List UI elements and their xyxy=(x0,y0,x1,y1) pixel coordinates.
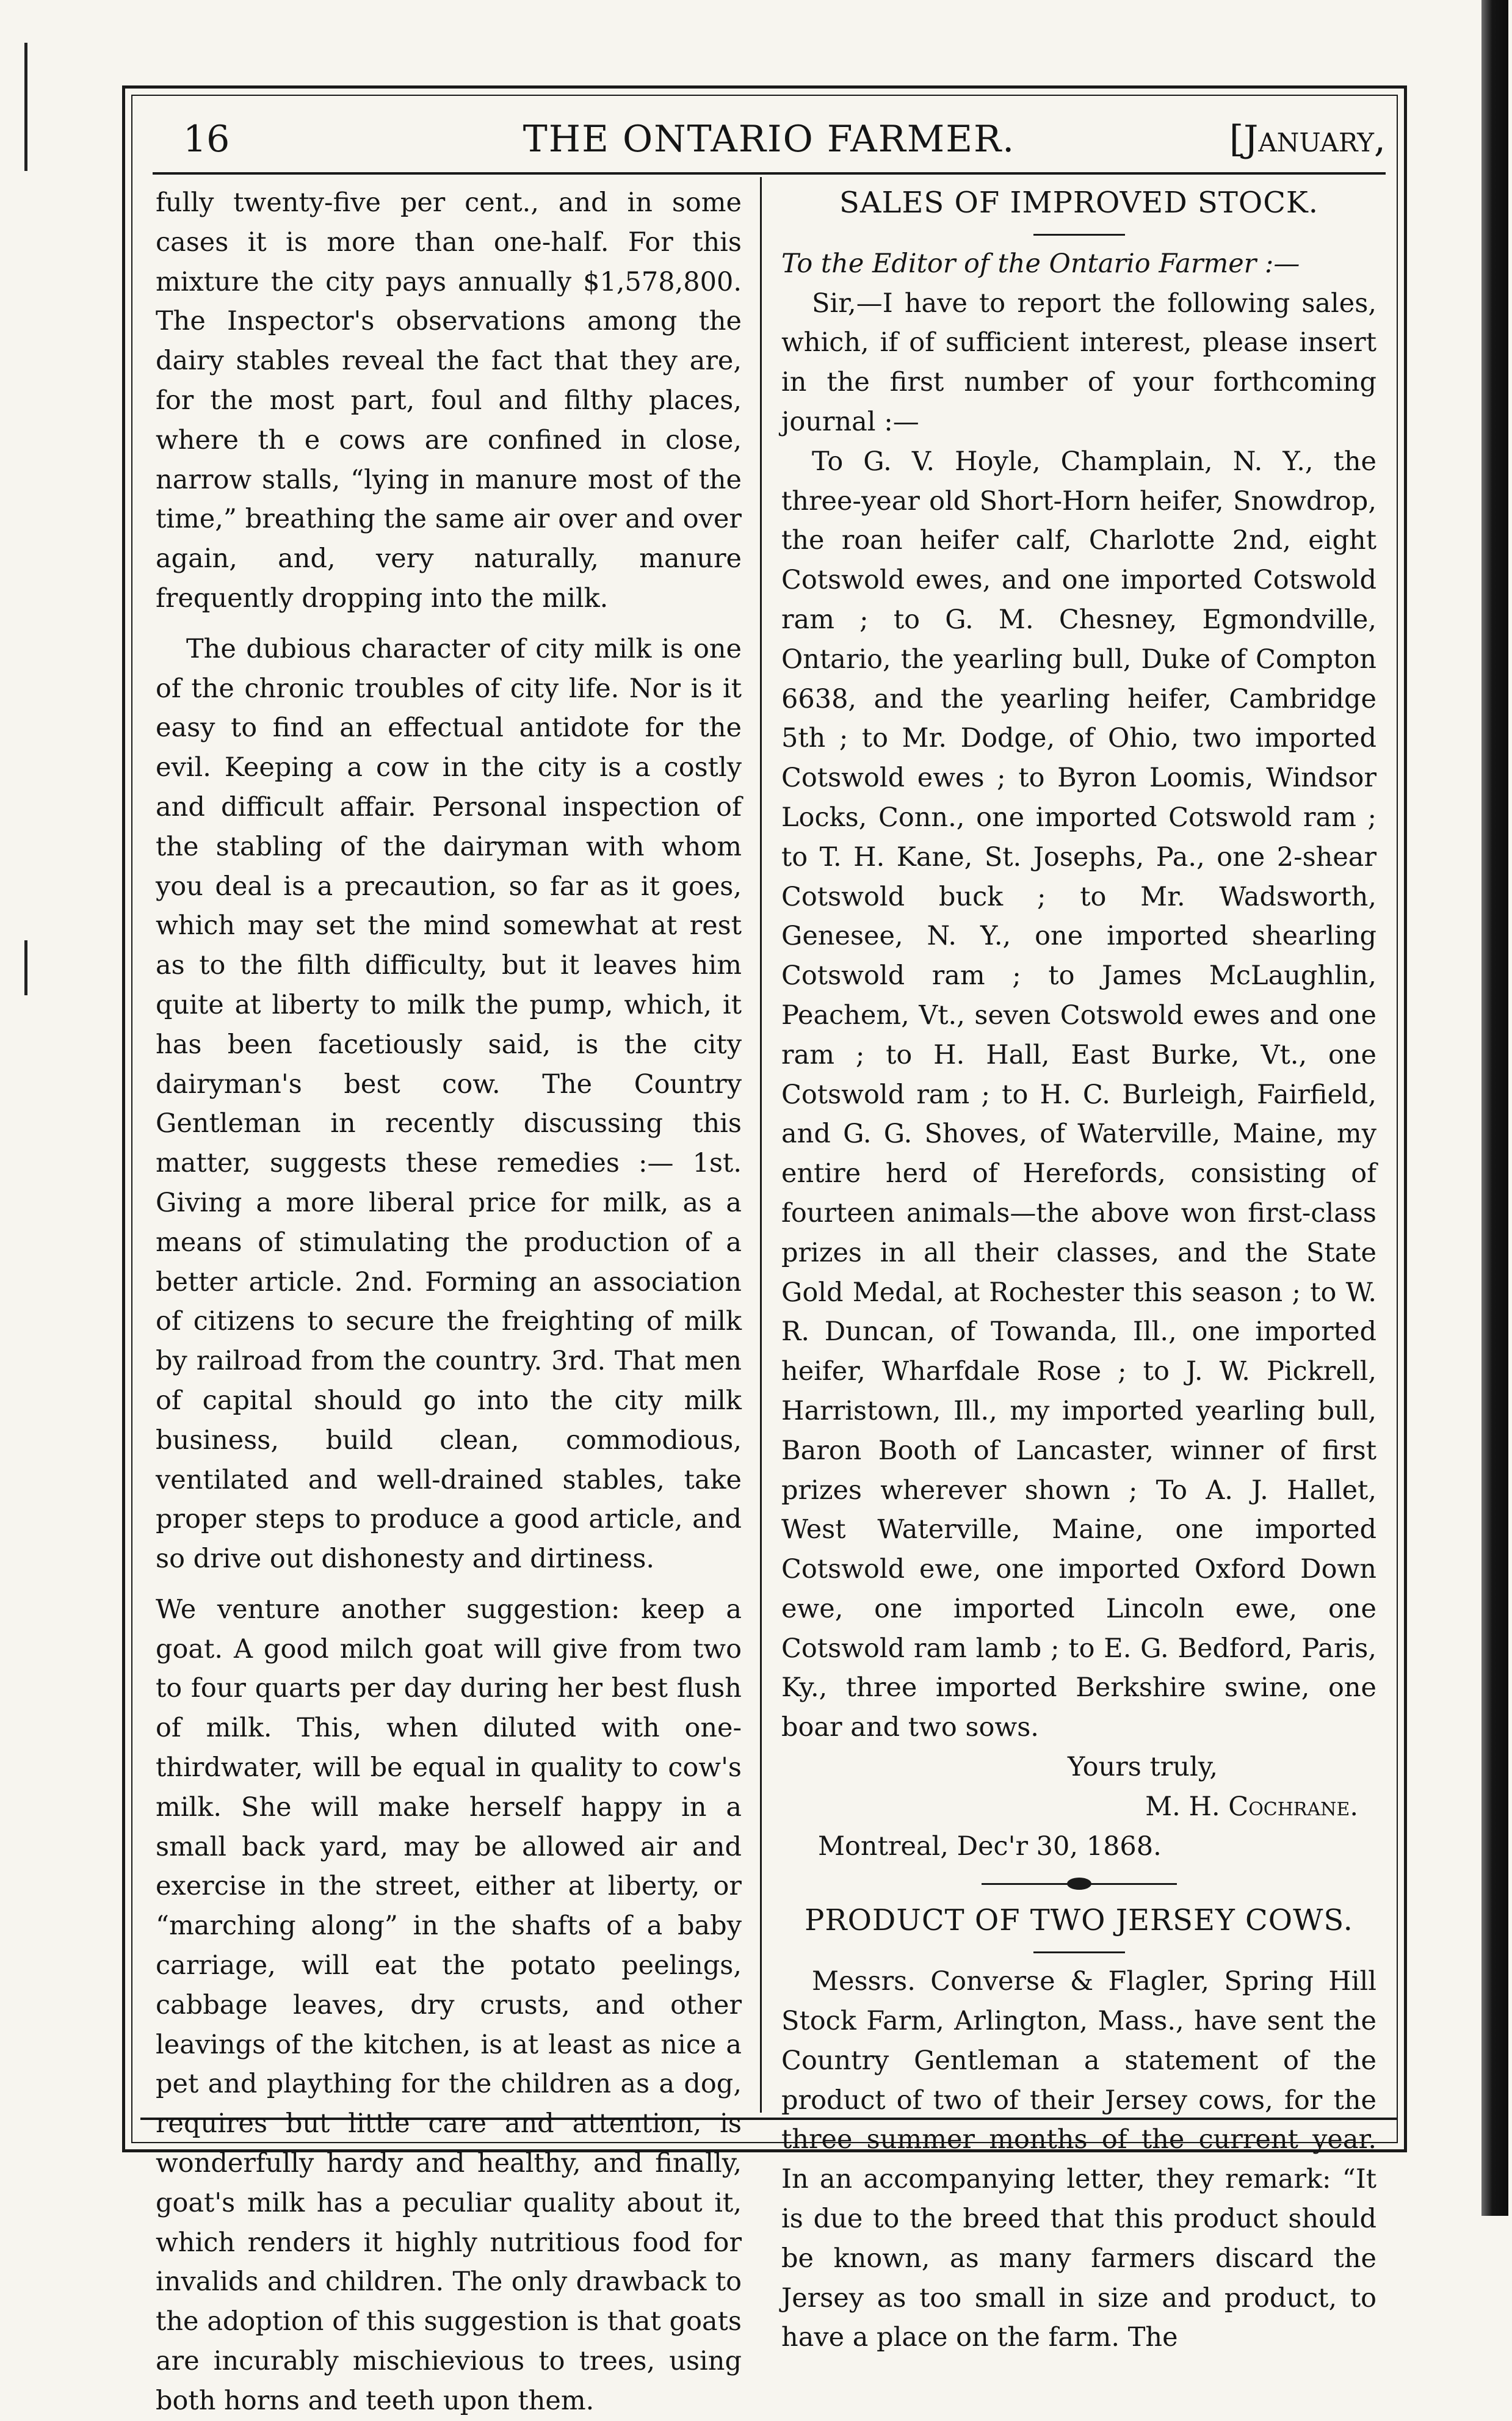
jersey-heading: PRODUCT OF TWO JERSEY COWS. xyxy=(805,1903,1353,1938)
journal-title: THE ONTARIO FARMER. xyxy=(523,118,1016,161)
sales-list: To G. V. Hoyle, Champlain, N. Y., the three-year old Short-Horn heifer, Snowdrop, the roan heifer calf, Charlotte 2nd, eight Cotswold ewes, and one imported Cotswold ram ; to G. M. Chesney, Egmondville, Ontario, the yearling bull, Duke of Compton 6638, and the yearling heifer, Cambridge 5th ; to Mr. Dodge, of Ohio, two imported Cotswold ewes ; to Byron Loomis, Windsor Locks, Conn., one imported Cotswold ram ; to T. H. Kane, St. Josephs, Pa., one 2-shear Cotswold buck ; to Mr. Wadsworth, Genesee, N. Y., one imported shearling Cotswold ram ; to James McLaughlin, Peachem, Vt., seven Cotswold ewes and one ram ; to H. Hall, East Burke, Vt., one Cotswold ram ; to H. C. Burleigh, Fairfield, and G. G. Shoves, of Waterville, Maine, my entire herd of Herefords, consisting of fourteen animals—the above won first-class prizes in all their classes, and the State Gold Medal, at Rochester this season ; to W. R. Duncan, of Towanda, Ill., one imported heifer, Wharfdale Rose ; to J. W. Pickrell, Harristown, Ill., my imported yearling bull, Baron Booth of Lancaster, winner of first prizes wherever shown ; To A. J. Hallet, West Waterville, Maine, one imported Cotswold ewe, one imported Oxford Down ewe, one imported Lincoln ewe, one Cotswold ram lamb ; to E. G. Bedford, Paris, Ky., three imported Berkshire swine, one boar and two sows. xyxy=(781,446,1376,1743)
jersey-paragraph: Messrs. Converse & Flagler, Spring Hill Stock Farm, Arlington, Mass., have sent the Country Gentleman a statement of the product of two of their Jersey cows, for the three summer months of the current year. In an accompanying letter, they remark: “It is due to the breed that this product should be known, as many farmers discard the Jersey as too small in size and product, to have a place on the farm. The xyxy=(781,1966,1376,2353)
letter-salutation: To the Editor of the Ontario Farmer :— xyxy=(781,248,1300,279)
letter-signoff: Yours truly, xyxy=(1067,1752,1218,1783)
letter-dateline: Montreal, Dec'r 30, 1868. xyxy=(818,1831,1162,1862)
right-column xyxy=(781,183,1376,2357)
letter-intro: Sir,—I have to report the following sales, which, if of sufficient interest, please insert in the first number of your forthcoming journal :— xyxy=(781,288,1376,437)
letter-signature: M. H. Cochrane. xyxy=(1145,1791,1358,1822)
article-paragraph: fully twenty-five per cent., and in some cases it is more than one-half. For this mixture the city pays annually $1,578,800. The Inspector's observations among the dairy stables reveal the fact that they are, for the most part, foul and filthy places, where th e cows are confined in close, narrow stalls, “lying in manure most of the time,” breathing the same air over and over again, and, very naturally, manure frequently dropping into the milk. xyxy=(156,187,742,614)
heading-rule xyxy=(1033,1951,1125,1953)
margin-mark xyxy=(24,940,27,995)
heading-rule xyxy=(1033,234,1125,236)
page-edge-shadow xyxy=(1481,0,1508,2216)
margin-mark xyxy=(24,43,27,171)
ornament-divider xyxy=(982,1883,1177,1885)
issue-month: [January, xyxy=(1229,118,1386,161)
page-header xyxy=(153,113,1386,168)
page-number: 16 xyxy=(183,118,230,161)
sales-heading: SALES OF IMPROVED STOCK. xyxy=(839,186,1319,220)
left-column xyxy=(156,183,742,2421)
article-paragraph: We venture another suggestion: keep a goat. A good milch goat will give from two to four quarts per day during her best flush of milk. This, when diluted with one-thirdwater, will be equal in quality to cow's milk. She will make herself happy in a small back yard, may be allowed air and exercise in the street, either at liberty, or “marching along” in the shafts of a baby carriage, will eat the potato peelings, cabbage leaves, dry crusts, and other leavings of the kitchen, is at least as nice a pet and plaything for the children as a dog, requires but little care and attention, is wonderfully hardy and healthy, and finally, goat's milk has a peculiar quality about it, which renders it highly nutritious food for invalids and children. The only drawback to the adoption of this suggestion is that goats are incurably mischievious to trees, using both horns and teeth upon them. xyxy=(156,1594,742,2416)
header-rule xyxy=(153,172,1386,175)
article-paragraph: The dubious character of city milk is one of the chronic troubles of city life. Nor is it easy to find an effectual antidote for the evil. Keeping a cow in the city is a costly and difficult affair. Personal inspection of the stabling of the dairyman with whom you deal is a precaution, so far as it goes, which may set the mind somewhat at rest as to the filth difficulty, but it leaves him quite at liberty to milk the pump, which, it has been facetiously said, is the city dairyman's best cow. The Country Gentleman in recently discussing this matter, suggests these remedies :— 1st. Giving a more liberal price for milk, as a means of stimulating the production of a better article. 2nd. Forming an association of citizens to secure the freighting of milk by railroad from the country. 3rd. That men of capital should go into the city milk business, build clean, commodious, ventilated and well-drained stables, take proper steps to produce a good article, and so drive out dishonesty and dirtiness. xyxy=(156,633,742,1575)
column-divider xyxy=(760,177,762,2113)
